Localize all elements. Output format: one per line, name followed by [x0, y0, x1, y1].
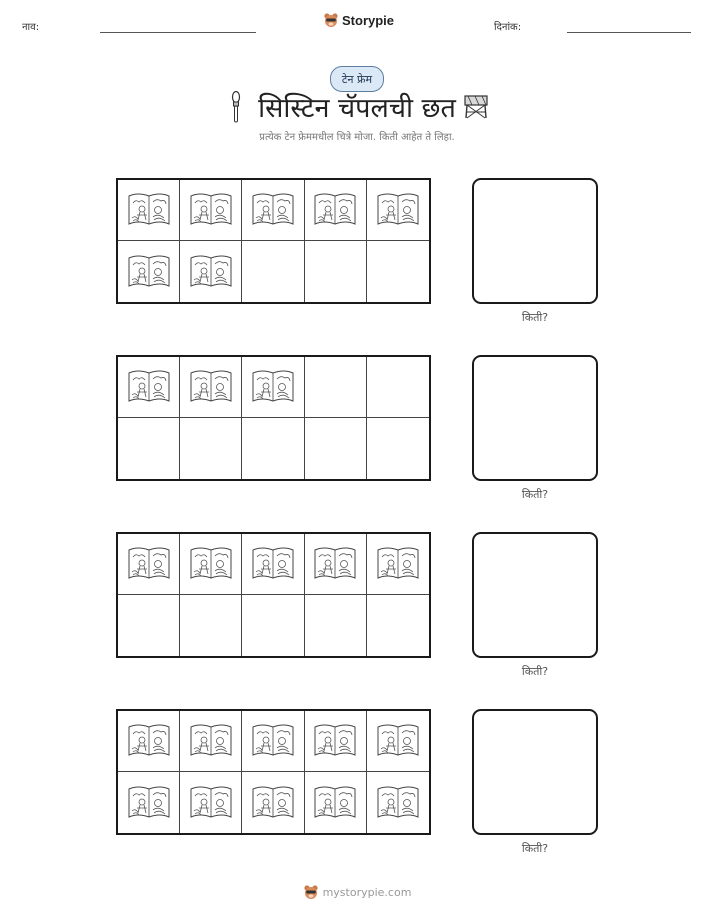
ceiling-painting-icon	[251, 189, 295, 231]
ten-frame-2	[116, 355, 431, 481]
how-many-label: किती?	[521, 842, 549, 855]
answer-box-4[interactable]	[472, 709, 598, 835]
how-many-label: किती?	[521, 488, 549, 501]
ten-frame-cell	[118, 241, 180, 302]
storypie-mascot-icon	[323, 12, 339, 28]
ten-frame-cell	[367, 241, 429, 302]
ten-frame-cell	[180, 418, 242, 479]
scaffold-icon	[463, 93, 489, 119]
storypie-mascot-icon	[303, 884, 319, 900]
ten-frame-cell	[242, 180, 304, 241]
ceiling-painting-icon	[251, 782, 295, 824]
ten-frame-cell	[242, 357, 304, 418]
ceiling-painting-icon	[251, 366, 295, 408]
ceiling-painting-icon	[127, 366, 171, 408]
ceiling-painting-icon	[251, 720, 295, 762]
ten-frame-cell	[305, 418, 367, 479]
ten-frame-cell	[118, 534, 180, 595]
ceiling-painting-icon	[376, 189, 420, 231]
ten-frame-cell	[118, 772, 180, 833]
date-line[interactable]	[567, 32, 691, 33]
ten-frame-cell	[242, 595, 304, 656]
ceiling-painting-icon	[189, 366, 233, 408]
logo-text: Storypie	[342, 12, 395, 28]
ten-frame-cell	[242, 711, 304, 772]
worksheet-title: सिस्टिन चॅपलची छत	[258, 93, 456, 124]
ten-frame-cell	[305, 180, 367, 241]
ceiling-painting-icon	[127, 782, 171, 824]
ten-frame-cell	[367, 357, 429, 418]
ten-frame-cell	[118, 418, 180, 479]
name-line[interactable]	[100, 32, 256, 33]
ten-frame-cell	[367, 772, 429, 833]
ten-frame-cell	[180, 180, 242, 241]
ceiling-painting-icon	[189, 251, 233, 293]
ten-frame-cell	[242, 772, 304, 833]
ten-frame-cell	[180, 711, 242, 772]
ceiling-painting-icon	[376, 782, 420, 824]
ten-frame-4	[116, 709, 431, 835]
ten-frame-cell	[367, 534, 429, 595]
footer-url[interactable]: mystorypie.com	[322, 885, 412, 899]
ten-frame-cell	[305, 711, 367, 772]
how-many-label: किती?	[521, 665, 549, 678]
how-many-label: किती?	[521, 311, 549, 324]
storypie-logo	[323, 12, 394, 28]
ten-frame-cell	[118, 595, 180, 656]
ceiling-painting-icon	[127, 720, 171, 762]
instructions: प्रत्येक टेन फ्रेममधील चित्रे मोजा. किती आहेत ते लिहा.	[259, 132, 455, 143]
ceiling-painting-icon	[313, 782, 357, 824]
topic-badge: टेन फ्रेम	[330, 66, 384, 92]
ceiling-painting-icon	[127, 251, 171, 293]
ceiling-painting-icon	[313, 543, 357, 585]
ten-frame-cell	[242, 534, 304, 595]
ten-frame-cell	[180, 534, 242, 595]
ceiling-painting-icon	[376, 543, 420, 585]
name-label: नाव:	[22, 22, 40, 33]
ceiling-painting-icon	[189, 189, 233, 231]
ten-frame-cell	[180, 772, 242, 833]
ten-frame-3	[116, 532, 431, 658]
footer	[0, 884, 714, 900]
ten-frame-cell	[367, 711, 429, 772]
ten-frame-cell	[367, 180, 429, 241]
ten-frame-cell	[367, 418, 429, 479]
date-label: दिनांक:	[494, 22, 522, 33]
ceiling-painting-icon	[251, 543, 295, 585]
ten-frame-1	[116, 178, 431, 304]
answer-box-2[interactable]	[472, 355, 598, 481]
ceiling-painting-icon	[127, 189, 171, 231]
ten-frame-cell	[305, 241, 367, 302]
ten-frame-cell	[180, 241, 242, 302]
ten-frame-cell	[242, 241, 304, 302]
ceiling-painting-icon	[189, 782, 233, 824]
ten-frame-cell	[305, 595, 367, 656]
ten-frame-cell	[305, 357, 367, 418]
ceiling-painting-icon	[127, 543, 171, 585]
ceiling-painting-icon	[313, 189, 357, 231]
ten-frame-cell	[118, 180, 180, 241]
answer-box-3[interactable]	[472, 532, 598, 658]
ten-frame-cell	[118, 357, 180, 418]
ten-frame-cell	[242, 418, 304, 479]
ten-frame-cell	[367, 595, 429, 656]
ten-frame-cell	[118, 711, 180, 772]
ten-frame-cell	[305, 534, 367, 595]
ceiling-painting-icon	[313, 720, 357, 762]
ten-frame-cell	[305, 772, 367, 833]
ceiling-painting-icon	[189, 543, 233, 585]
answer-box-1[interactable]	[472, 178, 598, 304]
ten-frame-cell	[180, 595, 242, 656]
ceiling-painting-icon	[189, 720, 233, 762]
ten-frame-cell	[180, 357, 242, 418]
ceiling-painting-icon	[376, 720, 420, 762]
